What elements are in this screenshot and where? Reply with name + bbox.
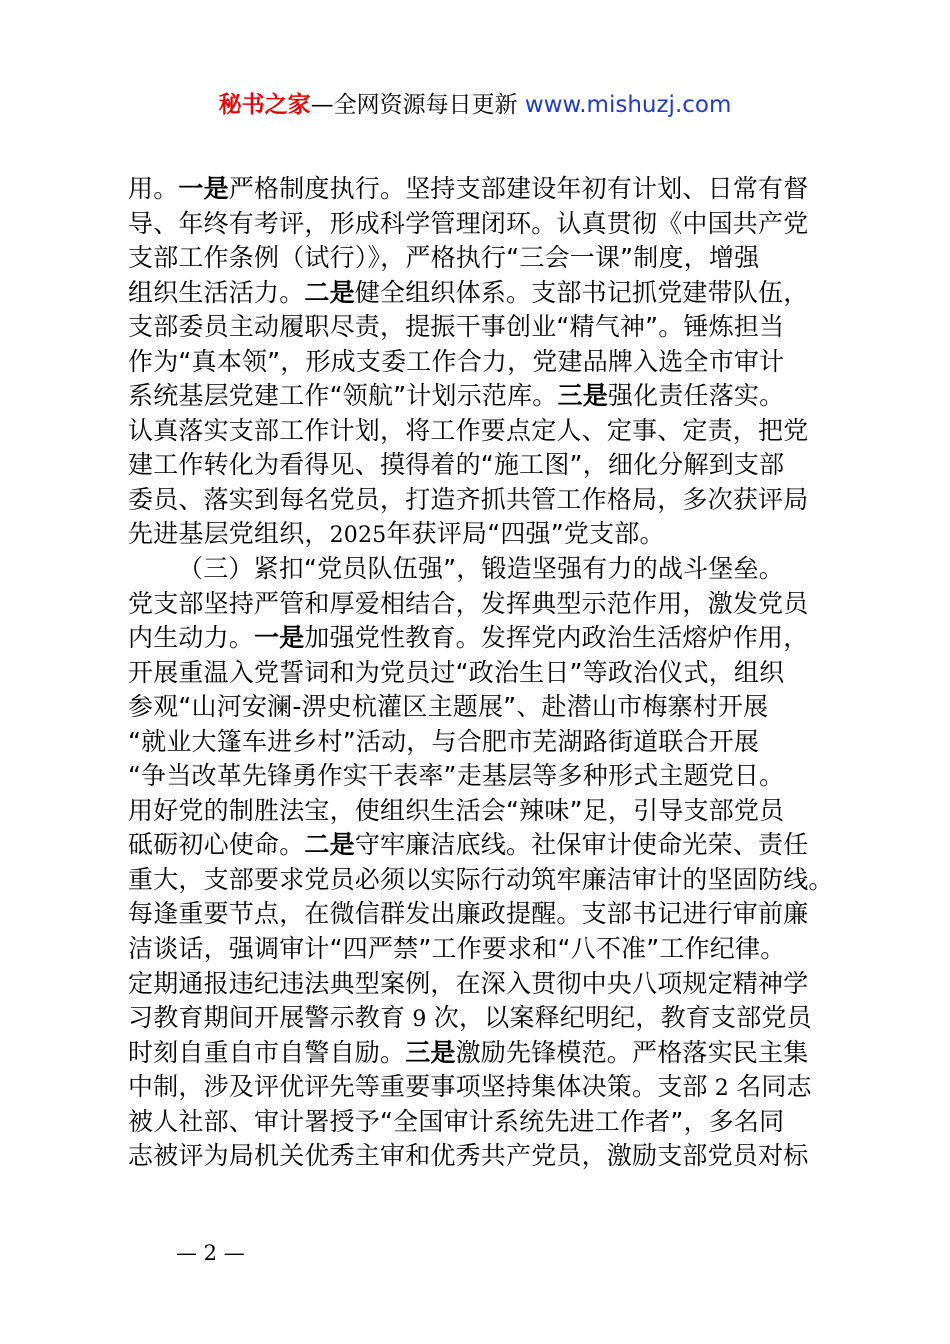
site-header	[0, 88, 950, 122]
text-segment: 砥砺初心使命。	[128, 830, 305, 860]
text-line	[128, 794, 834, 829]
text-line	[128, 448, 834, 483]
text-segment: 支部工作条例（试行）》，严格执行“三会一课”制度，增强	[128, 243, 760, 273]
bold-keyword: 二是	[304, 277, 355, 307]
text-segment: 开展重温入党誓词和为党员过“政治生日”等政治仪式，组织	[128, 657, 785, 687]
site-url-link[interactable]: www.mishuzj.com	[524, 92, 732, 118]
text-segment: “就业大篷车进乡村”活动，与合肥市芜湖路街道联合开展	[128, 726, 760, 756]
brand-name: 秘书之家	[218, 92, 311, 118]
text-line	[128, 1036, 834, 1071]
text-segment: 定期通报违纪违法典型案例，在深入贯彻中央八项规定精神学	[128, 968, 809, 998]
text-segment: 重大，支部要求党员必须以实际行动筑牢廉洁审计的坚固防线。	[128, 864, 834, 894]
bold-keyword: 三是	[557, 381, 608, 411]
text-line	[128, 725, 834, 760]
page-number: — 2 —	[176, 1241, 245, 1265]
text-segment: 名同志	[736, 1072, 812, 1102]
text-line	[128, 863, 834, 898]
text-segment: 作为“真本领”，形成支委工作合力，党建品牌入选全市审计	[128, 346, 785, 376]
text-line	[128, 207, 834, 242]
text-line	[128, 241, 834, 276]
text-line	[128, 932, 834, 967]
text-segment: 先进基层党组织，	[128, 519, 330, 549]
text-line	[128, 517, 834, 552]
text-line	[128, 690, 834, 725]
text-line	[128, 310, 834, 345]
text-line	[128, 1001, 834, 1036]
text-segment: 认真落实支部工作计划，将工作要点定人、定事、定责，把党	[128, 415, 809, 445]
text-segment: 9	[405, 1007, 434, 1033]
text-line	[128, 828, 834, 863]
text-line	[128, 967, 834, 1002]
text-line	[128, 276, 834, 311]
text-line	[128, 1139, 834, 1174]
text-segment: 参观“山河安澜-淠史杭灌区主题展”、赴潜山市梅寨村开展	[128, 692, 769, 722]
text-segment: 习教育期间开展警示教育	[128, 1003, 406, 1033]
bold-keyword: 三是	[405, 1037, 456, 1067]
text-segment: 委员、落实到每名党员，打造齐抓共管工作格局，多次获评局	[128, 484, 809, 514]
text-segment: 强化责任落实。	[607, 381, 785, 411]
text-line	[128, 172, 834, 207]
text-segment: 支部委员主动履职尽责，提振干事创业“精气神”。锤炼担当	[128, 312, 785, 342]
text-segment: 时刻自重自市自警自励。	[128, 1037, 406, 1067]
bold-keyword: 一是	[178, 174, 229, 203]
text-segment: 次，以案释纪明纪，教育支部党员	[433, 1003, 812, 1033]
text-segment: 加强党性教育。发挥党内政治生活熔炉作用，	[304, 623, 809, 653]
document-body	[128, 172, 834, 1174]
text-segment: 洁谈话，强调审计“四严禁”工作要求和“八不准”工作纪律。	[128, 934, 786, 964]
text-segment: 年获评局“四强”党支部。	[386, 519, 665, 549]
text-line	[128, 552, 834, 587]
bold-keyword: 一是	[254, 623, 305, 653]
text-segment: 2025	[329, 523, 387, 549]
text-line	[128, 414, 834, 449]
text-line	[128, 483, 834, 518]
text-line	[128, 759, 834, 794]
text-line	[128, 379, 834, 414]
text-segment: 守牢廉洁底线。社保审计使命光荣、责任	[354, 830, 809, 860]
text-segment: “争当改革先锋勇作实干表率”走基层等多种形式主题党日。	[128, 761, 785, 791]
text-segment: 健全组织体系。支部书记抓党建带队伍，	[354, 277, 809, 307]
text-segment: （三）紧扣“党员队伍强”，锻造坚强有力的战斗堡垒。	[178, 554, 784, 584]
text-line	[128, 345, 834, 380]
text-segment: 系统基层党建工作“领航”计划示范库。	[128, 381, 558, 411]
text-line	[128, 1105, 834, 1140]
text-segment: 用好党的制胜法宝，使组织生活会“辣味”足，引导支部党员	[128, 795, 785, 825]
text-segment: 志被评为局机关优秀主审和优秀共产党员，激励支部党员对标	[128, 1141, 809, 1171]
text-segment: 导、年终有考评，形成科学管理闭环。认真贯彻《中国共产党	[128, 208, 809, 238]
text-segment: 每逢重要节点，在微信群发出廉政提醒。支部书记进行审前廉	[128, 899, 809, 929]
text-segment: 内生动力。	[128, 623, 255, 653]
text-segment: 党支部坚持严管和厚爱相结合，发挥典型示范作用，激发党员	[128, 588, 809, 618]
text-segment: 严格制度执行。坚持支部建设年初有计划、日常有督	[228, 174, 809, 203]
text-segment: 中制，涉及评优评先等重要事项坚持集体决策。支部	[128, 1072, 708, 1102]
text-line	[128, 621, 834, 656]
header-slogan: —全网资源每日更新	[310, 92, 525, 118]
text-line	[128, 656, 834, 691]
text-segment: 用。	[128, 174, 179, 203]
text-line	[128, 1070, 834, 1105]
text-line	[128, 897, 834, 932]
text-segment: 2	[707, 1076, 737, 1102]
text-segment: 激励先锋模范。严格落实民主集	[455, 1037, 809, 1067]
text-line	[128, 587, 834, 622]
text-segment: 被人社部、审计署授予“全国审计系统先进工作者”，多名同	[128, 1106, 785, 1136]
bold-keyword: 二是	[304, 830, 355, 860]
text-segment: 建工作转化为看得见、摸得着的“施工图”，细化分解到支部	[128, 450, 785, 480]
text-segment: 组织生活活力。	[128, 277, 305, 307]
